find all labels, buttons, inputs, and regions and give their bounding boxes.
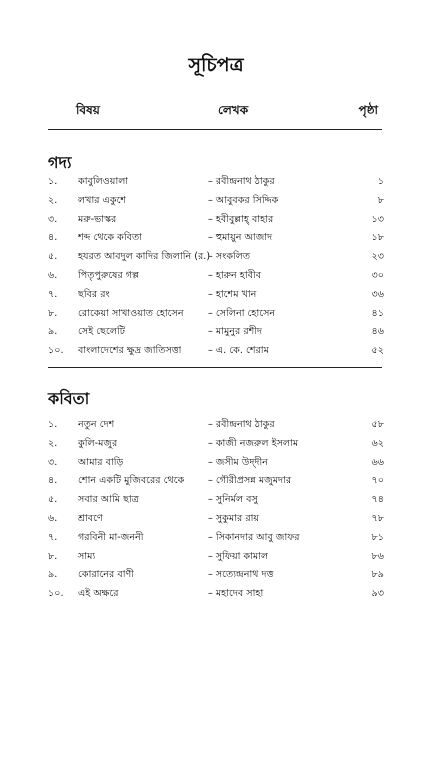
section-divider [48,367,382,368]
toc-number: ৬. [48,269,58,281]
toc-title[interactable]: বাংলাদেশের ক্ষুদ্র জাতিসত্তা [78,345,182,357]
toc-page-number: ৩০ [371,269,384,281]
toc-row[interactable] [48,248,384,267]
toc-author: – হবীবুল্লাহ্ বাহার [208,213,274,225]
toc-number: ৮. [48,307,58,319]
toc-number: ১০. [48,345,64,357]
toc-title[interactable]: শব্দ থেকে কবিতা [78,232,142,244]
toc-title[interactable]: শোন একটি মুজিবরের থেকে [78,475,185,487]
toc-author: – কাজী নজরুল ইসলাম [208,437,299,449]
toc-number: ১. [48,176,58,187]
toc-author: – জসীম উদ্‌দীন [208,456,268,468]
toc-list-poetry [48,416,384,604]
toc-row[interactable] [48,435,384,454]
toc-title[interactable]: গরবিনী মা-জননী [78,531,144,543]
toc-row[interactable] [48,566,384,585]
toc-author: – মামুনুর রশীদ [208,326,263,338]
header-author: লেখক [218,103,249,117]
toc-title[interactable]: রোকেয়া সাখাওয়াত হোসেন [78,307,184,319]
toc-row[interactable] [48,192,384,211]
toc-author: – সুনির্মল বসু [208,494,258,506]
toc-number: ১. [48,419,58,430]
toc-number: ৭. [48,288,58,300]
toc-header [48,102,378,122]
toc-page-number: ১৮ [371,232,384,244]
toc-row[interactable] [48,267,384,286]
toc-page-number: ৫৮ [371,419,384,430]
toc-page-number: ৫২ [371,345,384,357]
toc-author: – গৌরীপ্রসন্ন মজুমদার [208,475,292,487]
toc-page-number: ২৩ [371,251,384,263]
toc-author: – সুফিয়া কামাল [208,550,269,562]
toc-row[interactable] [48,173,384,192]
toc-title[interactable]: এই অক্ষরে [78,588,119,600]
toc-row[interactable] [48,305,384,324]
toc-number: ৪. [48,232,58,244]
toc-number: ৫. [48,494,58,506]
toc-number: ২. [48,194,58,206]
toc-author: – সংকলিত [208,251,251,263]
toc-list-prose [48,173,384,361]
toc-page-number: ১ [377,176,384,187]
toc-title[interactable]: মরু-ভাস্কর [78,213,117,225]
toc-number: ৭. [48,531,58,543]
toc-title[interactable]: পিতৃপুরুষের গল্প [78,269,139,281]
page-title: সূচিপত্র [188,53,244,76]
toc-author: – এ. কে. শেরাম [208,345,269,357]
toc-row[interactable] [48,472,384,491]
toc-row[interactable] [48,286,384,305]
toc-page-number: ৯৩ [371,588,384,600]
toc-page-number: ৪১ [371,307,384,319]
toc-title[interactable]: নতুন দেশ [78,419,115,430]
toc-number: ৬. [48,512,58,524]
toc-row[interactable] [48,529,384,548]
toc-page-number: ৮৯ [371,569,384,581]
toc-page-number: ৭০ [371,475,384,487]
toc-author: – সিকানদার আবু জাফর [208,531,300,543]
toc-author: – সুকুমার রায় [208,512,260,524]
toc-row[interactable] [48,211,384,230]
toc-author: – আবুবকর সিদ্দিক [208,194,279,206]
section-heading-prose: গদ্য [48,153,72,172]
toc-row[interactable] [48,585,384,604]
toc-page-number: ৮৬ [371,550,384,562]
toc-title[interactable]: সেই ছেলেটি [78,326,125,338]
toc-title[interactable]: কাবুলিওয়ালা [78,176,129,187]
toc-number: ৫. [48,251,58,263]
toc-number: ৯. [48,326,58,338]
toc-title[interactable]: ছবির রং [78,288,110,300]
toc-page-number: ৭৮ [371,512,384,524]
toc-author: – মহাদেব সাহা [208,588,264,600]
toc-title[interactable]: লখার একুশে [78,194,127,206]
toc-page-number: ৮ [377,194,384,206]
toc-page-number: ৬৬ [371,456,384,468]
header-divider [48,129,382,130]
toc-author: – হাশেম খান [208,288,257,300]
toc-row[interactable] [48,229,384,248]
toc-title[interactable]: সাম্য [78,550,96,562]
section-heading-poetry: কবিতা [48,389,90,408]
toc-number: ২. [48,437,58,449]
toc-number: ৩. [48,456,58,468]
toc-author: – সত্যেন্দ্রনাথ দত্ত [208,569,274,581]
toc-page-number: ৮১ [371,531,384,543]
toc-author: – রবীন্দ্রনাথ ঠাকুর [208,176,275,187]
toc-page-number: ৪৬ [371,326,384,338]
toc-page-number: ৩৬ [371,288,384,300]
toc-title[interactable]: শ্রাবণে [78,512,103,524]
toc-row[interactable] [48,342,384,361]
toc-number: ৪. [48,475,58,487]
toc-page-number: ১৩ [371,213,384,225]
toc-row[interactable] [48,491,384,510]
toc-row[interactable] [48,323,384,342]
toc-page-number: ৬২ [371,437,384,449]
toc-title[interactable]: কুলি-মজুর [78,437,118,449]
toc-author: – হুমায়ুন আজাদ [208,232,273,244]
toc-title[interactable]: হযরত আবদুল কাদির জিলানি (র.) [78,251,211,263]
toc-number: ৮. [48,550,58,562]
toc-title[interactable]: আমার বাড়ি [78,456,124,468]
toc-row[interactable] [48,510,384,529]
toc-number: ৩. [48,213,58,225]
header-subject: বিষয় [76,103,100,117]
toc-number: ১০. [48,588,64,600]
toc-page-number: ৭৪ [371,494,384,506]
toc-author: – সেলিনা হোসেন [208,307,276,319]
toc-number: ৯. [48,569,58,581]
toc-title[interactable]: সবার আমি ছাত্র [78,494,139,506]
toc-row[interactable] [48,548,384,567]
header-page: পৃষ্ঠা [358,103,378,117]
toc-author: – হারুন হাবীব [208,269,262,281]
toc-title[interactable]: কোরানের বাণী [78,569,135,581]
toc-row[interactable] [48,454,384,473]
toc-author: – রবীন্দ্রনাথ ঠাকুর [208,419,275,430]
toc-row[interactable] [48,416,384,435]
